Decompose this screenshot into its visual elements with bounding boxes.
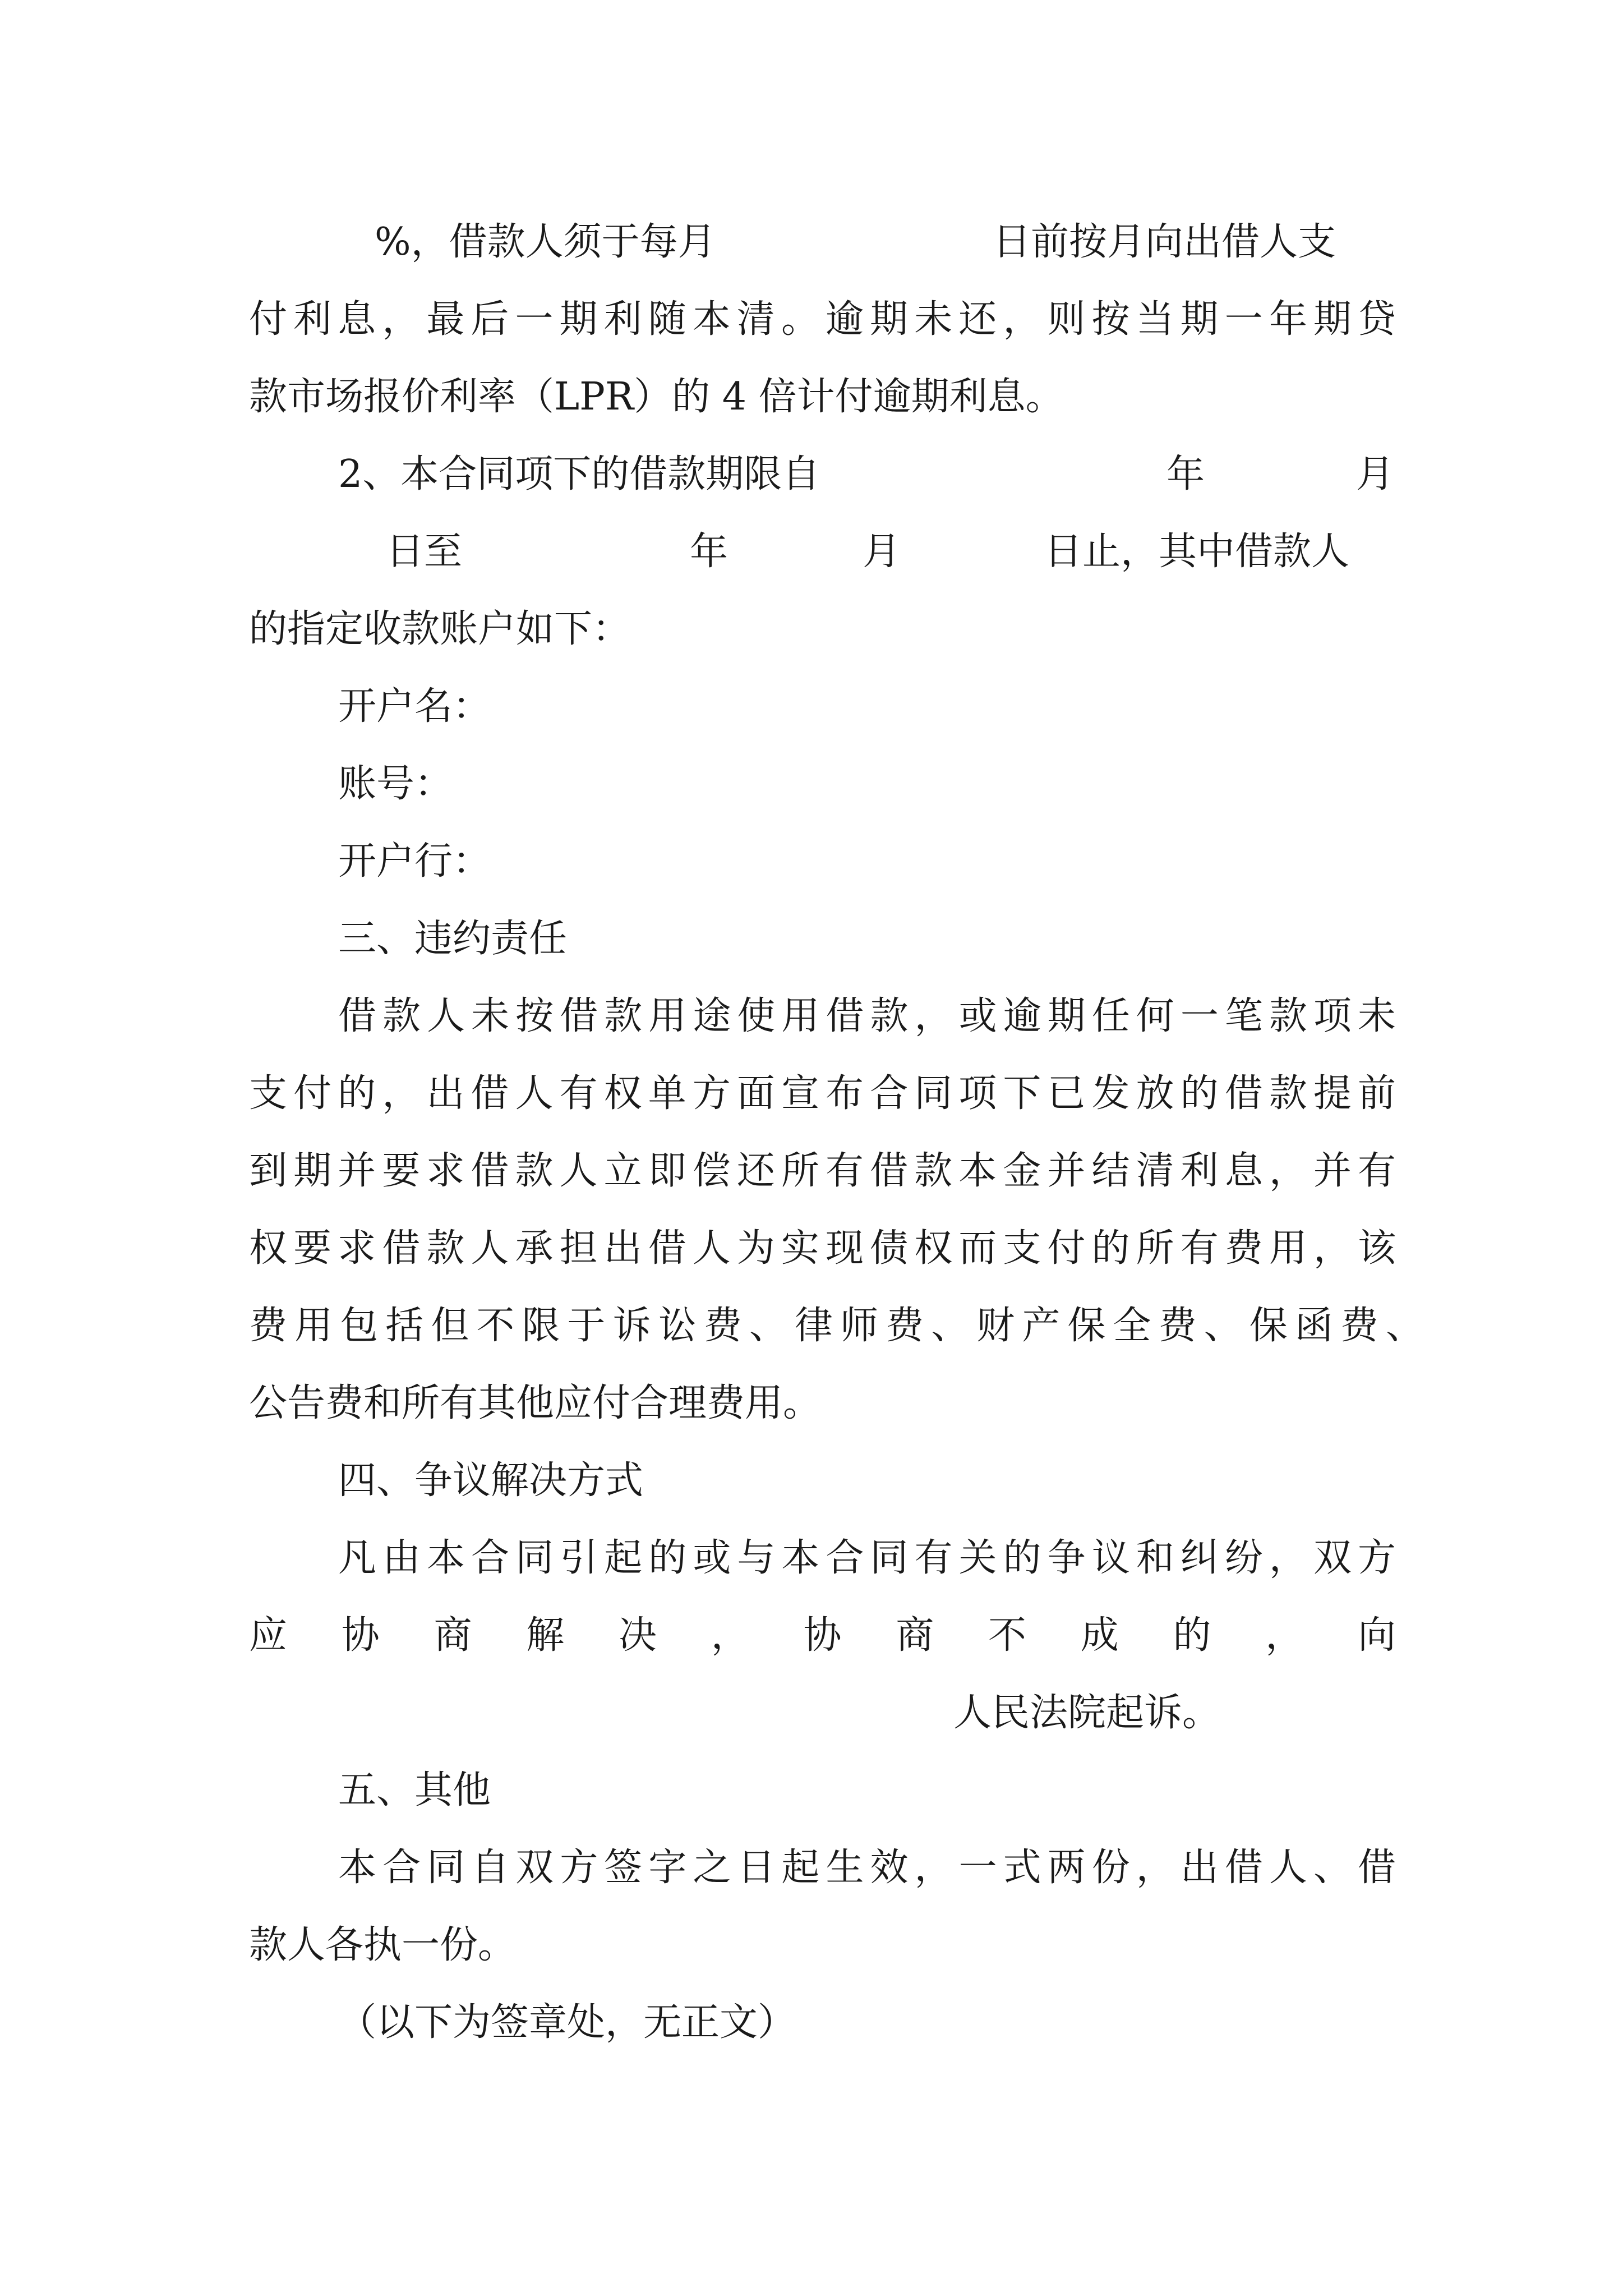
text-line: 款人各执一份。 bbox=[249, 1923, 517, 1967]
text-line: 日至 bbox=[386, 530, 463, 574]
text-line: 年 bbox=[690, 530, 728, 574]
account-bank-label: 开户行： bbox=[338, 839, 491, 884]
text-line: 人民法院起诉。 bbox=[953, 1691, 1221, 1735]
text-line: 的指定收款账户如下： bbox=[249, 607, 631, 651]
text-line: 借款人未按借款用途使用借款，或逾期任何一笔款项未 bbox=[338, 994, 1396, 1038]
section-heading: 三、违约责任 bbox=[338, 917, 568, 961]
text-line: 年 bbox=[1166, 452, 1205, 496]
text-line: 本合同自双方签字之日起生效，一式两份，出借人、借 bbox=[338, 1846, 1396, 1890]
text-line: 付利息，最后一期利随本清。逾期未还，则按当期一年期贷 bbox=[249, 297, 1396, 342]
account-name-label: 开户名： bbox=[338, 684, 491, 729]
text-line: 日前按月向出借人支 bbox=[993, 220, 1336, 264]
text-line: 款市场报价利率（LPR）的 4 倍计付逾期利息。 bbox=[249, 375, 1064, 419]
text-line: %，借款人须于每月 bbox=[375, 220, 716, 264]
text-line: 费用包括但不限于诉讼费、律师费、财产保全费、保函费、 bbox=[249, 1304, 1424, 1348]
text-line: 凡由本合同引起的或与本合同有关的争议和纠纷，双方 bbox=[338, 1536, 1396, 1580]
section-heading: 五、其他 bbox=[338, 1768, 491, 1812]
text-line: 2、本合同项下的借款期限自 bbox=[338, 452, 820, 496]
section-heading: 四、争议解决方式 bbox=[338, 1458, 644, 1503]
closing-note: （以下为签章处，无正文） bbox=[338, 2000, 796, 2045]
text-line: 月 bbox=[1356, 452, 1395, 496]
text-line: 到期并要求借款人立即偿还所有借款本金并结清利息，并有 bbox=[249, 1149, 1396, 1193]
text-line: 日止，其中借款人 bbox=[1044, 530, 1350, 574]
text-line: 支付的，出借人有权单方面宣布合同项下已发放的借款提前 bbox=[249, 1071, 1396, 1116]
text-line: 权要求借款人承担出借人为实现债权而支付的所有费用，该 bbox=[249, 1226, 1396, 1271]
text-line: 公告费和所有其他应付合理费用。 bbox=[249, 1381, 822, 1425]
text-line: 应 协 商 解 决 ， 协 商 不 成 的 ， 向 bbox=[249, 1613, 1396, 1658]
account-number-label: 账号： bbox=[338, 762, 453, 806]
text-line: 月 bbox=[863, 530, 901, 574]
